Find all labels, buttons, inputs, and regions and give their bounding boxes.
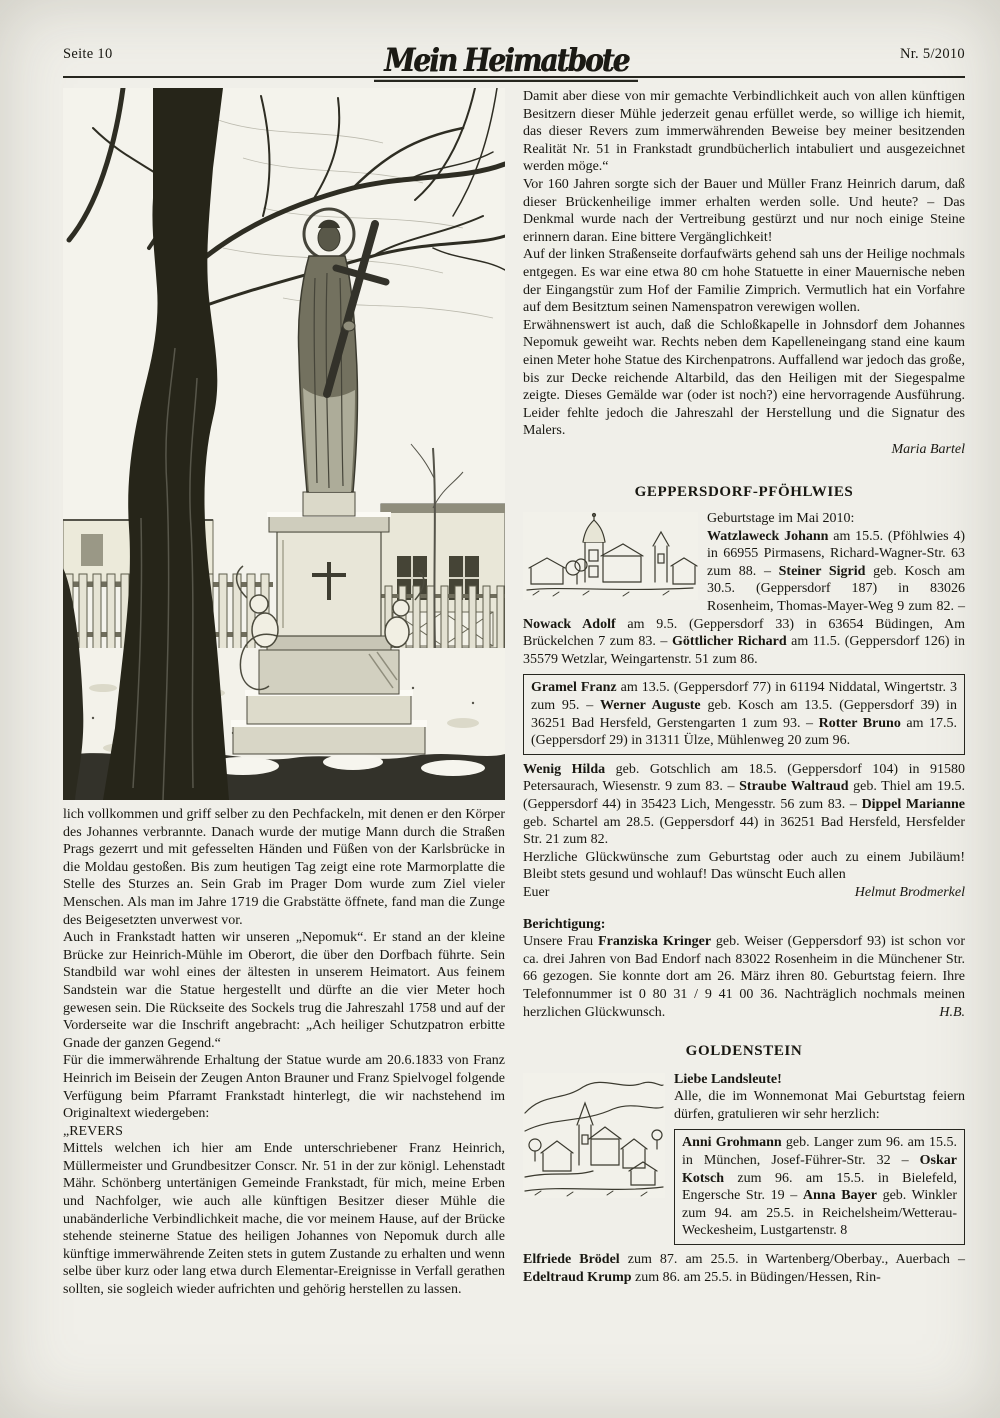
page-header [63,41,965,79]
paragraph: Für die immerwährende Erhaltung der Statue wurde am 20.6.1833 von Franz Heinrich im Beisein der Zeugen Anton Brauner und Franz Spielvogel folgende Verfügung beim Pfarramt Frankstadt hinterlegt, die wir nachstehend im Originaltext wiedergeben: [63,1053,505,1122]
paragraph: Wenig Hilda geb. Gotschlich am 18.5. (Geppersdorf 104) in 91580 Petersaurach, Wiesenstr. 9 zum 83. – Straube Waltraud geb. Thiel am 19.5. (Geppersdorf 44) in 35423 Lich, Mengesstr. 56 zum 83. – Dippel Marianne geb. Schartel am 28.5. (Geppersdorf 44) in 36251 Bad Hersfeld, Hersfelder Str. 21 zum 82. [523,761,966,848]
correction-paragraph: Unsere Frau Franziska Kringer geb. Weiser (Geppersdorf 93) ist schon vor ca. drei Jahren von Bad Endorf nach 83022 Rosenheim in die Münchener Str. 66 gezogen. Sie konnte dort am 26. März ihren 80. Geburtstag feiern. Ihre Telefonnummer ist 0 80 31 / 9 41 00 36. Nachträglich nochmals meinen herzlichen Glückwunsch. H.B. [523,934,965,1020]
paragraph: Damit aber diese von mir gemachte Verbindlichkeit auch von allen künftigen Besitzern dieser Mühle jederzeit genau erfüllet werde, so willige ich hiemit, das dieser Revers zum immerwährenden Beweise bey meiner besitzenden Realität Nr. 51 in Frankstadt grundbücherlich intabuliert und ausgezeichnet werden möge.“ [523,89,965,175]
paragraph: Erwähnenswert ist auch, daß die Schloßkapelle in Johnsdorf dem Johannes Nepomuk geweiht war. Rechts neben dem Kapelleneingang stand eine kaum einen Meter hohe Statue des Kirchenpatrons. Auffallend war jedoch das große, bis zur Decke reichende Altarbild, das den Heiligen mit der Siegespalme zeigte. Dieses Gemälde war (oder ist noch?) eine hervorragende Ausführung. Leider fehlte jedoch die Jahreszahl der Herstellung und die Signatur des Malers. [523,317,965,439]
section-heading-geppersdorf: GEPPERSDORF-PFÖHLWIES [634,484,854,501]
birthday-box-geppersdorf: Gramel Franz am 13.5. (Geppersdorf 77) in 61194 Niddatal, Wingertstr. 3 zum 95. – Werner Auguste geb. Kosch am 13.5. (Geppersdorf 39) in 36251 Bad Hersfeld, Gerstengarten 1 zum 93. – Rotter Bruno am 17.5. (Geppersdorf 29) in 31311 Ülze, Mühlenweg 20 zum 96. [523,674,965,754]
goldenstein-intro: Alle, die im Wonnemonat Mai Geburtstag feiern dürfen, gratulieren wir sehr herzlich: [674,1089,965,1122]
goldenstein-illustration [523,1073,665,1198]
left-column [63,88,505,1299]
birthday-box-goldenstein: Anni Grohmann geb. Langer zum 96. am 15.5. in München, Josef-Führer-Str. 32 – Oskar Kotsch zum 96. am 15.5. in Bielefeld, Engersche Str. 19 – Anna Bayer geb. Winkler zum 94. am 25.5. in Reichelsheim/Wetterau-Weckesheim, Lustgartenstr. 8 [674,1129,965,1245]
byline: Maria Bartel [891,441,965,457]
geppersdorf-illustration [523,512,698,600]
paragraph: Auch in Frankstadt hatten wir unseren „Nepomuk“. Er stand an der kleine Brücke zur Heinrich-Mühle im Oberort, die über den Dorfbach führte. Sein Standbild war wohl eines der ältesten in unserem Heimatort. Aus feinem Sandstein war die Statue hergestellt und dürfte an die vier Meter hoch gewesen sein. Die Rückseite des Sockels trug die Jahreszahl 1758 und auf der Vorderseite war die Inschrift angebracht: „Ach heiliger Schutzpatron erbitte Gnade der ganzen Gegend.“ [63,930,505,1051]
salutation: Liebe Landsleute! [674,1071,782,1087]
statue-etching-image [63,88,505,800]
masthead: Mein Heimatbote [374,42,638,82]
nepomuk-statue-etching [63,88,505,800]
birthday-intro: Geburtstage im Mai 2010: Watzlaweck Johann am 15.5. (Pföhlwies 4) in 66955 Pirmasens, Richard-Wagner-Str. 63 zum 88. – Steiner Sigrid geb. Kosch am 30.5. (Geppersdorf 187) in 83026 Rosenheim, Thomas-Mayer-Weg 9 zum 82. – Nowack Adolf am 9.5. (Geppersdorf 33) in 63654 Büdingen, Am Brückelchen 7 zum 83. – Göttlicher Richard am 11.5. (Geppersdorf 126) in 35579 Wetzlar, Weingartenstr. 51 zum 86. [523,511,966,667]
paragraph: Auf der linken Straßenseite dorfaufwärts gehend sah uns der Heilige nochmals entgegen. Es war eine etwa 80 cm hohe Statuette in einer Mauernische neben der Eingangstür zum Hof der Familie Zimprich. Vermutlich hat ein Vorfahre auf dem Besitztum seinen Namenspatron verewigen wollen. [523,247,965,316]
issue-number: Nr. 5/2010 [899,46,965,62]
revers-heading: „REVERS [63,1123,123,1139]
section-heading-goldenstein: GOLDENSTEIN [685,1043,803,1060]
goldenstein-outro: Elfriede Brödel zum 87. am 25.5. in Wartenberg/Oberbay., Auerbach – Edeltraud Krump zum 86. am 25.5. in Büdingen/Hessen, Rin- [523,1252,965,1285]
column-layout [63,88,965,1299]
masthead-wrap [374,41,638,82]
mountain-village-sketch [523,1073,665,1198]
right-column [523,88,965,1299]
page-number: Seite 10 [63,46,113,62]
paragraph: lich vollkommen und griff selber zu den Pechfackeln, mit denen er den Körper des Johannes verbrannte. Danach wurde der mutige Mann durch die Straßen Prags gezerrt und mit gefesselten Händen und Füßen von der Karlsbrücke in die Moldau gestoßen. Bis zum heutigen Tag zeigt eine rote Marmorplatte die Stelle des Sturzes an. Sein Grab im Prager Dom wurde zum Ziel vieler Menschen. Als man im Jahre 1719 die Grabstätte öffnete, fand man die Zunge des Beigesetzten unverwest vor. [63,807,505,928]
village-church-sketch [523,512,698,600]
congratulations: Herzliche Glückwünsche zum Geburtstag oder auch zu einem Jubiläum! Bleibt stets gesund und wohlauf! Das wünscht Euch allen Euer Helmut Brodmerkel [523,849,965,900]
paragraph: Vor 160 Jahren sorgte sich der Bauer und Müller Franz Heinrich darum, daß dieser Brückenheilige immer erhalten werden solle. Und heute? – Das Denkmal wurde nach der Vertreibung gestürzt und nur noch einige Steine erinnern daran. Eine bittere Vergänglichkeit! [523,176,965,245]
paragraph: Mittels welchen ich hier am Ende unterschriebener Franz Heinrich, Müllermeister und Grundbesitzer Conscr. Nr. 51 in der zur königl. Lehenstadt Mähr. Schönberg untertänigen Gemeinde Frankstadt, für mich, meine Erben und Nachfolger, wie auch alle künftigen Besitzer dieser Mühle die unabänderliche Verbindlichkeit mache, die vor meinem Hause, auf der Brücke stehende steinerne Statue des heiligen Johannes von Nepomuk durch alle künftige immerwährende Zeiten stets in gutem Zustande zu erhalten und wenn selbe über kurz oder lang etwa durch Elementar-Ereignisse in Verfall gerathen sollten, sie sogleich wieder aufrichten und gehörig herstellen zu lassen. [63,1141,505,1298]
correction-heading: Berichtigung: [523,916,606,932]
